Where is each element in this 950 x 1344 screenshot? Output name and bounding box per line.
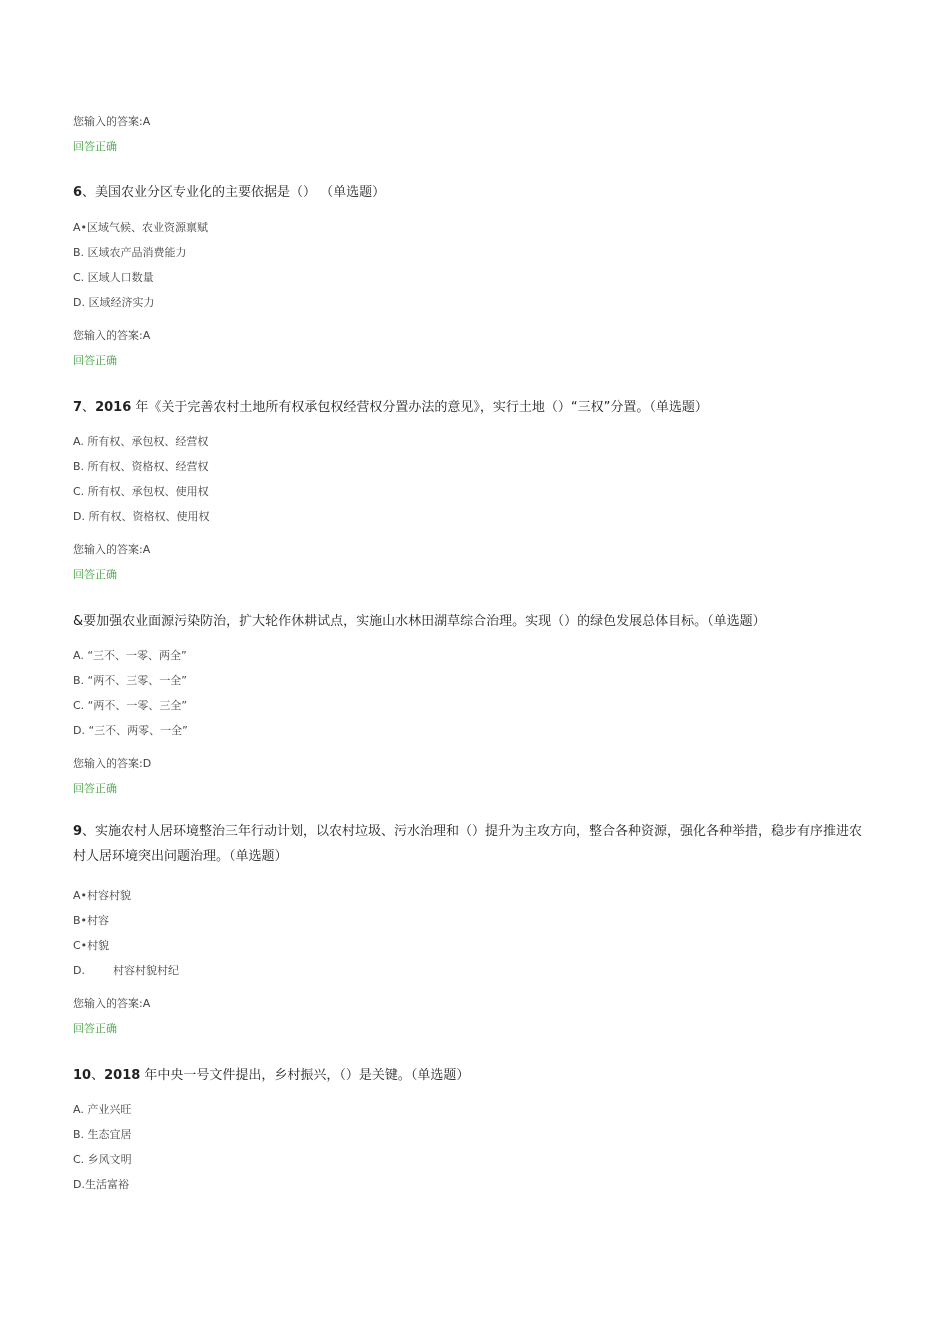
question-10: 10、2018 年中央一号文件提出，乡村振兴，（）是关键。（单选题） xyxy=(73,1068,470,1083)
question-number: 9 xyxy=(73,824,83,839)
option-a: A. 产业兴旺 xyxy=(73,1103,132,1116)
question-text: 、美国农业分区专业化的主要依据是（） （单选题） xyxy=(82,185,386,200)
result-text: 回答正确 xyxy=(73,140,117,153)
option-b: B. “两不、三零、一全” xyxy=(73,674,187,687)
result-text: 回答正确 xyxy=(73,1022,117,1035)
option-c: C. 所有权、承包权、使用权 xyxy=(73,485,209,498)
option-a: A•区域气候、农业资源禀赋 xyxy=(73,221,209,234)
question-7: 7、2016 年《关于完善农村土地所有权承包权经营权分置办法的意见》，实行土地（）“三权”分置。（单选题） xyxy=(73,400,708,415)
result-text: 回答正确 xyxy=(73,568,117,581)
option-a: A. 所有权、承包权、经营权 xyxy=(73,435,209,448)
question-text: 、实施农村人居环境整治三年行动计划，以农村垃圾、污水治理和（）提升为主攻方向，整合各种资源，强化各种举措，稳步有序推进农村人居环境突出问题治理。（单选题） xyxy=(73,824,863,864)
option-d: D.生活富裕 xyxy=(73,1178,129,1191)
question-text: 年中央一号文件提出，乡村振兴，（）是关键。（单选题） xyxy=(140,1068,470,1083)
question-number: 6 xyxy=(73,185,83,200)
option-a: A•村容村貌 xyxy=(73,889,132,902)
question-number: 7 xyxy=(73,400,83,415)
question-9 xyxy=(73,819,873,869)
option-c: C•村貌 xyxy=(73,939,110,952)
question-8: &要加强农业面源污染防治，扩大轮作休耕试点，实施山水林田湖草综合治理。实现（）的绿色发展总体目标。（单选题） xyxy=(73,614,766,629)
option-d: D. 区域经济实力 xyxy=(73,296,155,309)
answer-text: 您输入的答案:A xyxy=(73,543,151,556)
result-text: 回答正确 xyxy=(73,354,117,367)
question-year: 2018 xyxy=(104,1068,141,1083)
result-text: 回答正确 xyxy=(73,782,117,795)
option-c: C. “两不、一零、三全” xyxy=(73,699,188,712)
question-number: 10 xyxy=(73,1068,92,1083)
option-a: A. “三不、一零、两全” xyxy=(73,649,187,662)
option-d: D. 村容村貌村纪 xyxy=(73,964,179,977)
option-b: B. 生态宜居 xyxy=(73,1128,132,1141)
option-b: B. 区域农产品消费能力 xyxy=(73,246,187,259)
answer-text: 您输入的答案:A xyxy=(73,329,151,342)
question-6 xyxy=(73,181,385,200)
option-b: B. 所有权、资格权、经营权 xyxy=(73,460,209,473)
option-c: C. 区域人口数量 xyxy=(73,271,154,284)
answer-text: 您输入的答案:A xyxy=(73,997,151,1010)
option-c: C. 乡风文明 xyxy=(73,1153,132,1166)
option-d: D. “三不、两零、一全” xyxy=(73,724,188,737)
answer-text: 您输入的答案:D xyxy=(73,757,152,770)
question-year: 2016 xyxy=(95,400,132,415)
question-text: 年《关于完善农村土地所有权承包权经营权分置办法的意见》，实行土地（）“三权”分置。（单选题） xyxy=(131,400,708,415)
option-b: B•村容 xyxy=(73,914,110,927)
answer-text: 您输入的答案:A xyxy=(73,115,151,128)
option-d: D. 所有权、资格权、使用权 xyxy=(73,510,210,523)
